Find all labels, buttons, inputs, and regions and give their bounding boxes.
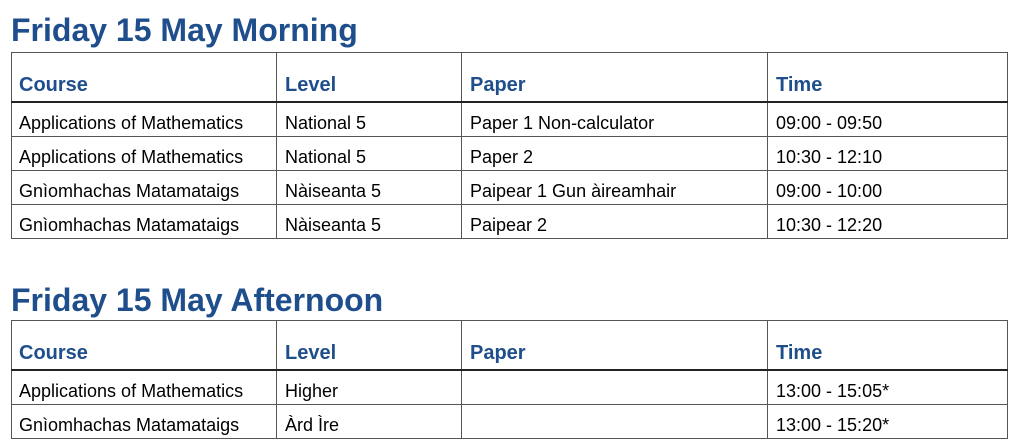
time-cell: 10:30 - 12:10 <box>768 137 1008 171</box>
column-header-level: Level <box>277 321 462 371</box>
section-title-morning: Friday 15 May Morning <box>11 12 358 48</box>
time-cell: 13:00 - 15:05* <box>768 370 1008 405</box>
column-header-level: Level <box>277 53 462 103</box>
table-header-row <box>12 321 1008 371</box>
time-cell: 09:00 - 09:50 <box>768 102 1008 137</box>
paper-cell: Paper 1 Non-calculator <box>462 102 768 137</box>
paper-cell: Paipear 2 <box>462 205 768 239</box>
course-cell: Gnìomhachas Matamataigs <box>12 205 277 239</box>
paper-cell <box>462 370 768 405</box>
table-row <box>12 405 1008 439</box>
column-header-paper: Paper <box>462 321 768 371</box>
column-header-course: Course <box>12 53 277 103</box>
level-cell: Àrd Ìre <box>277 405 462 439</box>
column-header-course: Course <box>12 321 277 371</box>
timetable-afternoon <box>11 320 1008 439</box>
paper-cell: Paipear 1 Gun àireamhair <box>462 171 768 205</box>
table-header-row <box>12 53 1008 103</box>
course-cell: Gnìomhachas Matamataigs <box>12 405 277 439</box>
level-cell: National 5 <box>277 137 462 171</box>
column-header-paper: Paper <box>462 53 768 103</box>
time-cell: 09:00 - 10:00 <box>768 171 1008 205</box>
level-cell: Higher <box>277 370 462 405</box>
table-row <box>12 171 1008 205</box>
table-row <box>12 205 1008 239</box>
timetable-morning <box>11 52 1008 239</box>
time-cell: 10:30 - 12:20 <box>768 205 1008 239</box>
table-row <box>12 102 1008 137</box>
section-title-afternoon: Friday 15 May Afternoon <box>11 282 384 318</box>
level-cell: Nàiseanta 5 <box>277 171 462 205</box>
course-cell: Applications of Mathematics <box>12 137 277 171</box>
table-row <box>12 137 1008 171</box>
column-header-time: Time <box>768 53 1008 103</box>
paper-cell: Paper 2 <box>462 137 768 171</box>
course-cell: Applications of Mathematics <box>12 102 277 137</box>
time-cell: 13:00 - 15:20* <box>768 405 1008 439</box>
paper-cell <box>462 405 768 439</box>
level-cell: National 5 <box>277 102 462 137</box>
column-header-time: Time <box>768 321 1008 371</box>
level-cell: Nàiseanta 5 <box>277 205 462 239</box>
course-cell: Applications of Mathematics <box>12 370 277 405</box>
course-cell: Gnìomhachas Matamataigs <box>12 171 277 205</box>
table-row <box>12 370 1008 405</box>
